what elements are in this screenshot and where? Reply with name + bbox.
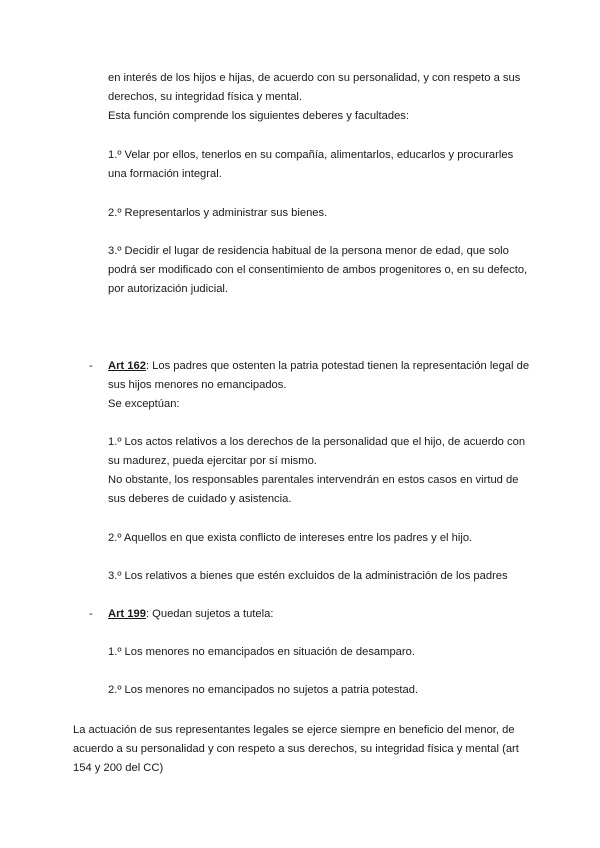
duty-item-1: 1.º Velar por ellos, tenerlos en su compañía, alimentarlos, educarlos y procurarles <box>108 149 514 161</box>
bullet-dash: - <box>89 608 93 620</box>
exception-item-1: 1.º Los actos relativos a los derechos de la personalidad que el hijo, de acuerdo con <box>108 436 526 448</box>
art162-line: sus hijos menores no emancipados. <box>108 379 287 391</box>
art162-paragraph <box>108 359 529 373</box>
closing-paragraph: La actuación de sus representantes legales se ejerce siempre en beneficio del menor, de <box>73 724 515 736</box>
intro-line: derechos, su integridad física y mental. <box>108 91 303 103</box>
duty-item-3-cont: podrá ser modificado con el consentimiento de ambos progenitores o, en su defecto, <box>108 264 528 276</box>
art162-text: : Los padres que ostenten la patria potestad tienen la representación legal de <box>145 360 530 372</box>
closing-paragraph: acuerdo a su personalidad y con respeto a sus derechos, su integridad física y mental (art <box>73 743 519 755</box>
art199-ref: Art 199 <box>108 608 146 620</box>
intro-line: Esta función comprende los siguientes deberes y facultades: <box>108 110 409 122</box>
exception-item-1-cont: sus deberes de cuidado y asistencia. <box>108 493 292 505</box>
duty-item-3-cont: por autorización judicial. <box>108 283 229 295</box>
intro-line: en interés de los hijos e hijas, de acuerdo con su personalidad, y con respeto a sus <box>108 72 521 84</box>
exception-item-1-cont: No obstante, los responsables parentales intervendrán en estos casos en virtud de <box>108 474 519 486</box>
exception-item-3: 3.º Los relativos a bienes que estén excluidos de la administración de los padres <box>108 570 508 582</box>
exception-item-1-cont: su madurez, pueda ejercitar por sí mismo. <box>108 455 317 467</box>
bullet-dash: - <box>89 360 93 372</box>
duty-item-1-cont: una formación integral. <box>108 168 222 180</box>
art199-text: : Quedan sujetos a tutela: <box>145 608 274 620</box>
art162-ref: Art 162 <box>108 360 146 372</box>
tutela-item-2: 2.º Los menores no emancipados no sujetos a patria potestad. <box>108 684 419 696</box>
tutela-item-1: 1.º Los menores no emancipados en situación de desamparo. <box>108 646 415 658</box>
exception-item-2: 2.º Aquellos en que exista conflicto de intereses entre los padres y el hijo. <box>108 532 473 544</box>
art199-paragraph <box>108 607 273 621</box>
art162-line: Se exceptúan: <box>108 398 180 410</box>
duty-item-2: 2.º Representarlos y administrar sus bienes. <box>108 207 328 219</box>
closing-paragraph: 154 y 200 del CC) <box>73 762 164 774</box>
duty-item-3: 3.º Decidir el lugar de residencia habitual de la persona menor de edad, que solo <box>108 245 509 257</box>
